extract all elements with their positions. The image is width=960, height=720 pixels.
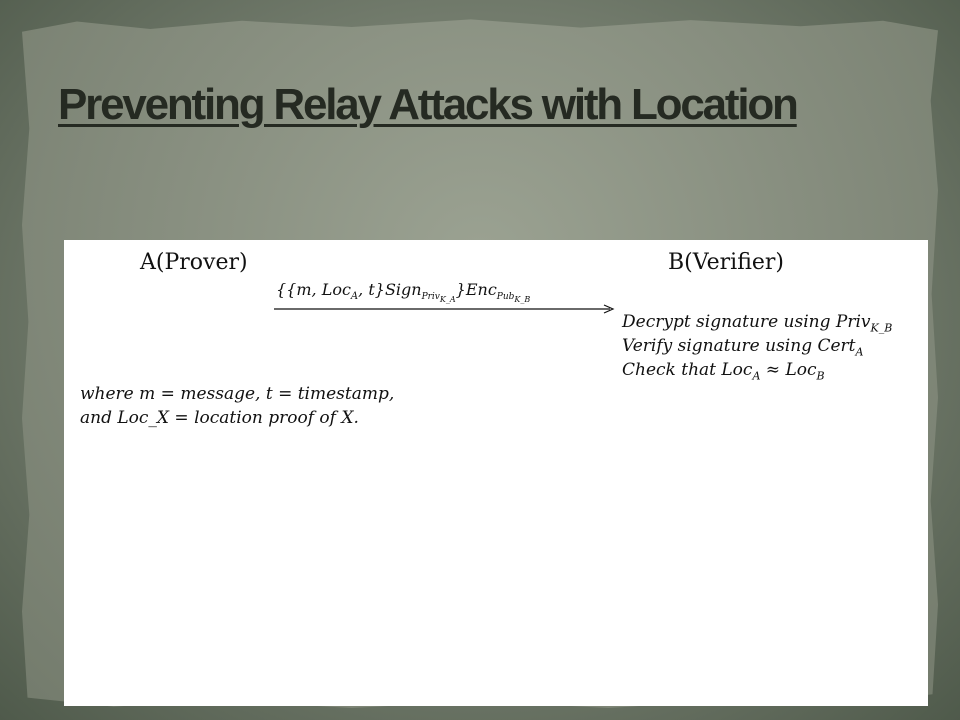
verifier-step-decrypt: Decrypt signature using Priv$_{K\_B}$ — [622, 312, 893, 335]
prover-label: A(Prover) — [140, 250, 248, 275]
legend-line-1: where m = message, t = timestamp, — [80, 384, 395, 404]
legend-line-2: and Loc_X = location proof of X. — [80, 408, 359, 428]
protocol-diagram — [64, 240, 928, 706]
slide-title: Preventing Relay Attacks with Location — [58, 80, 797, 129]
verifier-label: B(Verifier) — [668, 250, 784, 275]
verifier-step-check: Check that Loc$_A$ ≈ Loc$_B$ — [622, 360, 825, 383]
message-formula: {{m, Loc$_A$, t}Sign$_{Priv_{K\_A}}$}Enc$_{Pub_{K\_B}}$ — [276, 280, 531, 304]
message-arrow — [274, 304, 619, 316]
verifier-step-verify: Verify signature using Cert$_A$ — [622, 336, 864, 359]
